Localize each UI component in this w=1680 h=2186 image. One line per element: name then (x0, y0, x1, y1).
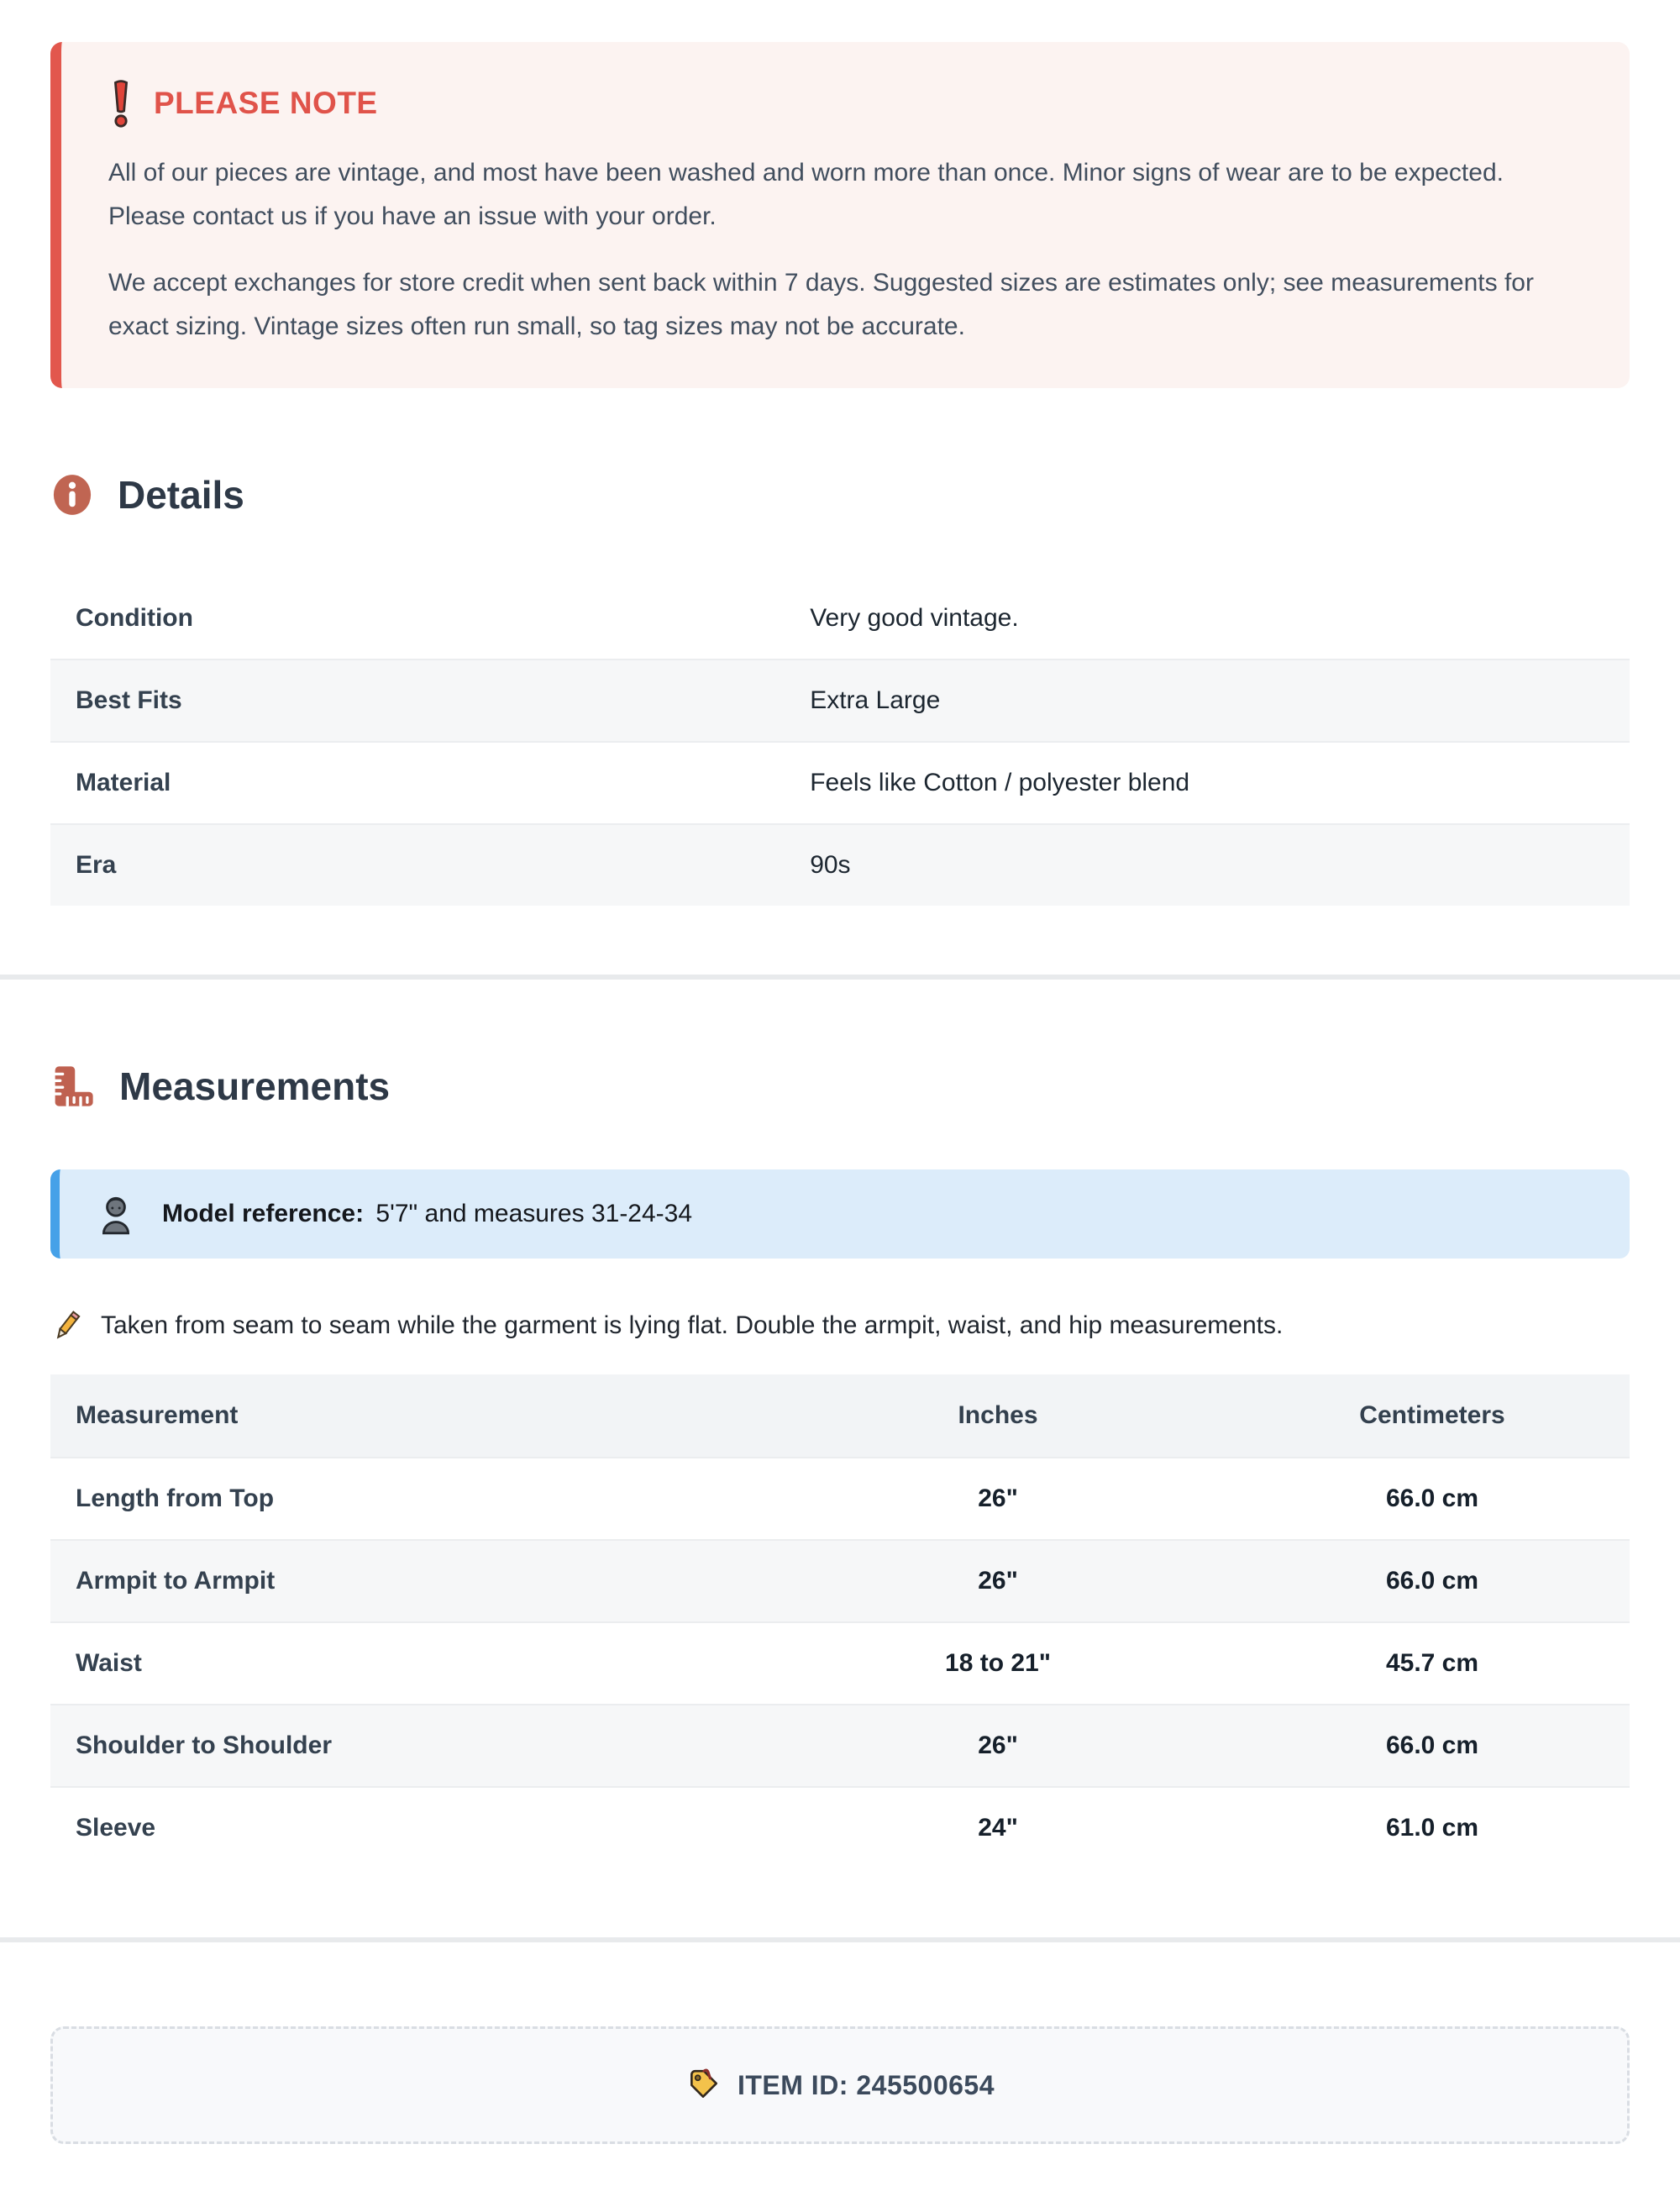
alert-paragraph: All of our pieces are vintage, and most have been washed and worn more than once. Minor signs of wear are to be expected. Please contact us if you have an issue with your order. (108, 159, 1504, 230)
column-header: Inches (958, 1401, 1038, 1430)
table-row (50, 659, 1630, 742)
measurement-cm: 61.0 cm (1385, 1814, 1479, 1842)
ruler-icon (50, 1064, 96, 1109)
table-header-row (50, 1374, 1630, 1458)
table-row (50, 742, 1630, 824)
table-row (50, 1787, 1630, 1868)
measurement-cm: 45.7 cm (1385, 1649, 1479, 1678)
measurement-inches: 24" (978, 1814, 1018, 1842)
exclamation-icon (108, 79, 134, 128)
measurement-cm: 66.0 cm (1385, 1484, 1479, 1513)
details-section-header (50, 472, 1630, 518)
measurement-inches: 26" (978, 1567, 1018, 1595)
tag-icon (685, 2068, 721, 2103)
measurement-cm: 66.0 cm (1385, 1567, 1479, 1595)
detail-value: 90s (810, 851, 851, 880)
measurement-note-text: Taken from seam to seam while the garment is lying flat. Double the armpit, waist, and hip measurements. (101, 1311, 1284, 1340)
measurement-label: Sleeve (76, 1814, 156, 1842)
detail-label: Best Fits (76, 686, 182, 715)
alert-paragraph: We accept exchanges for store credit when sent back within 7 days. Suggested sizes are estimates only; see measurements for exact sizing. Vintage sizes often run small, so tag sizes may not be accurate. (108, 269, 1534, 340)
measurement-label: Shoulder to Shoulder (76, 1731, 332, 1760)
detail-value: Extra Large (810, 686, 941, 715)
item-id-box (50, 2026, 1630, 2144)
measurement-inches: 26" (978, 1731, 1018, 1760)
table-row (50, 1540, 1630, 1622)
table-row (50, 1458, 1630, 1540)
model-reference-callout (50, 1169, 1630, 1259)
model-reference-value: 5'7" and measures 31-24-34 (375, 1200, 693, 1228)
detail-value: Feels like Cotton / polyester blend (810, 769, 1190, 797)
details-table (50, 578, 1630, 906)
measurements-table (50, 1374, 1630, 1868)
person-icon (95, 1191, 137, 1237)
item-id-text: ITEM ID: 245500654 (737, 2069, 995, 2100)
section-divider (0, 975, 1680, 980)
measurement-inches: 18 to 21" (945, 1649, 1051, 1678)
column-header: Centimeters (1359, 1401, 1505, 1430)
model-reference-label: Model reference: (162, 1200, 365, 1228)
measurement-note (50, 1309, 1630, 1343)
measurements-section-header (50, 1064, 1630, 1109)
measurement-label: Waist (76, 1649, 142, 1678)
column-header: Measurement (76, 1401, 239, 1430)
detail-label: Material (76, 769, 171, 797)
detail-value: Very good vintage. (810, 604, 1019, 633)
alert-title: PLEASE NOTE (154, 86, 378, 120)
section-title: Measurements (119, 1064, 391, 1109)
detail-label: Condition (76, 604, 193, 633)
info-icon (50, 473, 94, 517)
measurement-inches: 26" (978, 1484, 1018, 1513)
table-row (50, 824, 1630, 906)
please-note-alert (50, 42, 1630, 388)
table-row (50, 578, 1630, 659)
measurement-cm: 66.0 cm (1385, 1731, 1479, 1760)
section-divider (0, 1937, 1680, 1942)
section-title: Details (118, 473, 244, 518)
measurement-label: Length from Top (76, 1484, 275, 1513)
detail-label: Era (76, 851, 117, 880)
table-row (50, 1705, 1630, 1787)
pencil-icon (50, 1309, 84, 1343)
measurement-label: Armpit to Armpit (76, 1567, 276, 1595)
table-row (50, 1622, 1630, 1705)
